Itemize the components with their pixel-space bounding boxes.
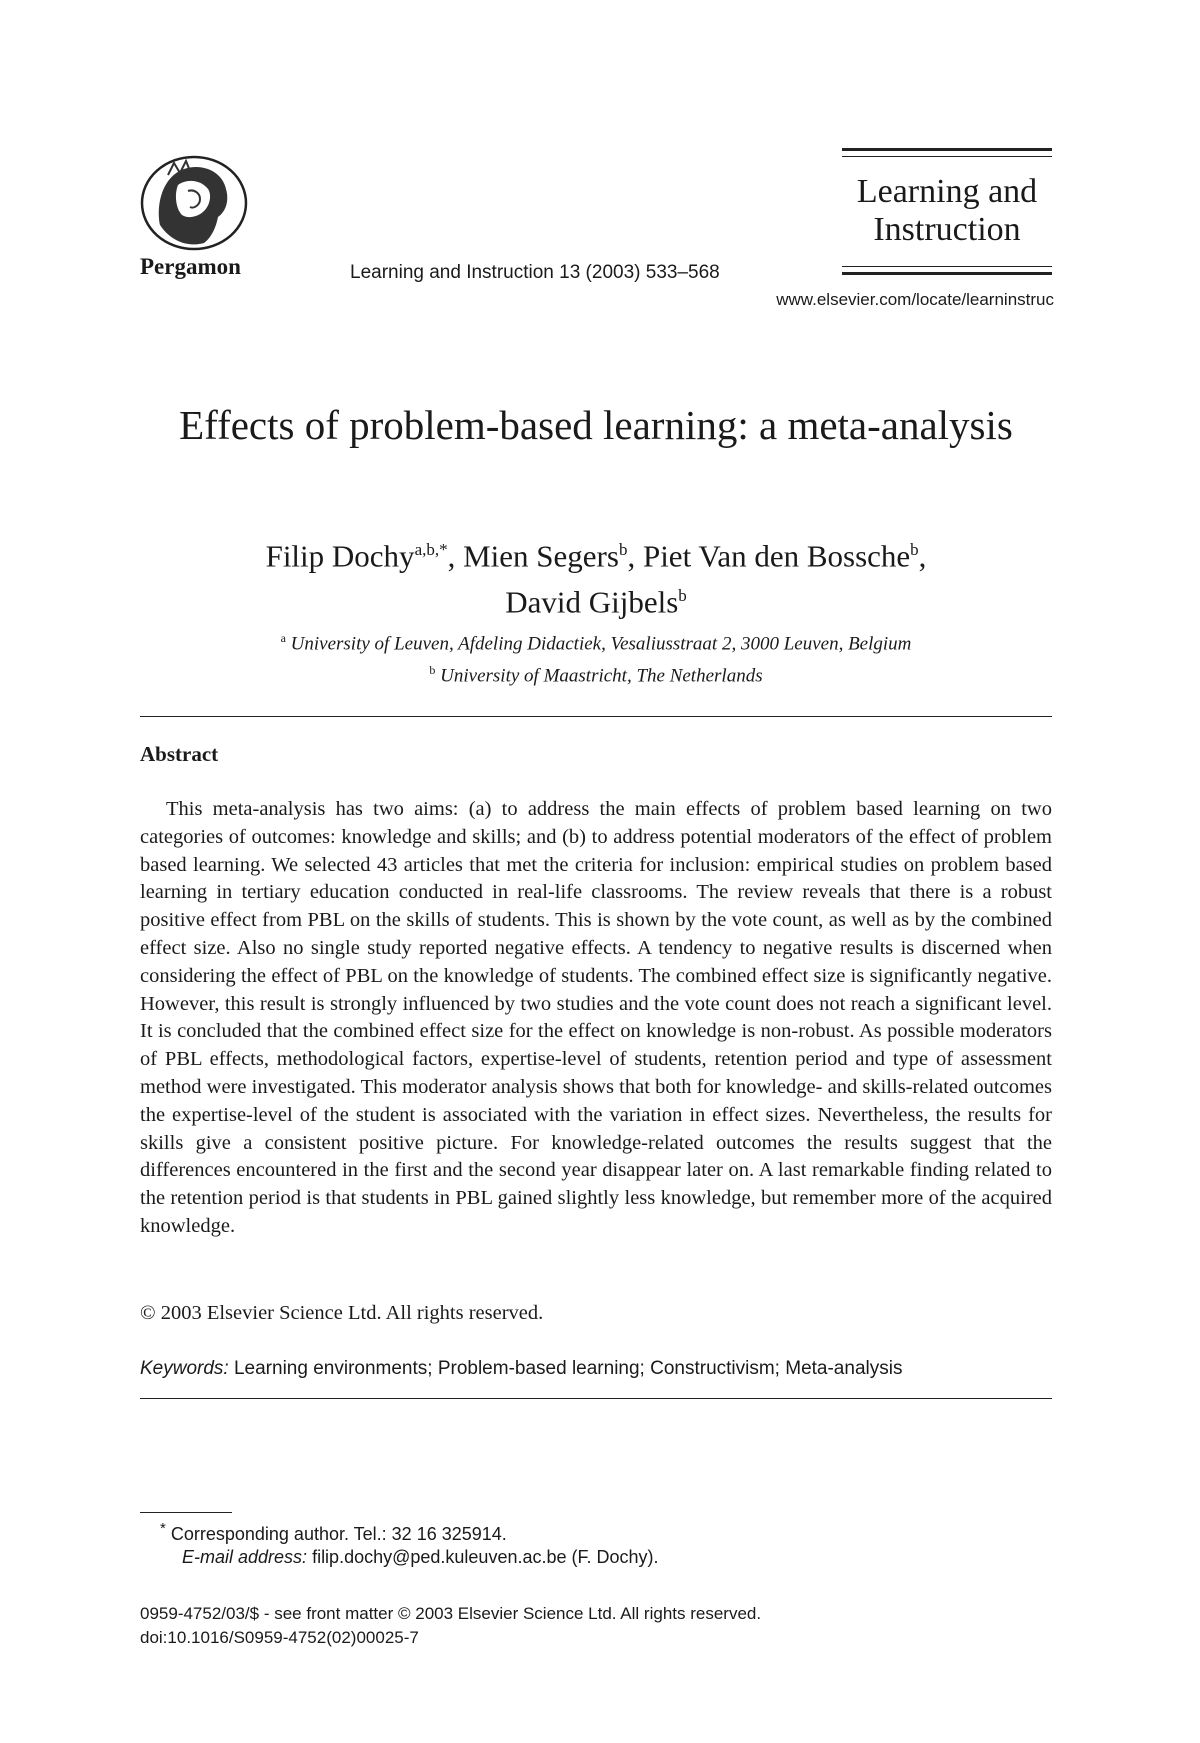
journal-name [842,173,1052,249]
footnote-corresponding-text: Corresponding author. Tel.: 32 16 325914. [170,1524,507,1544]
affiliation-mark: b [429,663,436,678]
affiliation-text: University of Leuven, Afdeling Didactiek, Vesaliusstraat 2, 3000 Leuven, Belgium [290,633,912,655]
author-list [140,530,1052,623]
abstract-rule-top [140,716,1052,717]
journal-name-line1: Learning and [856,173,1038,210]
affiliation-mark: a [280,631,286,645]
author-name: Filip Dochy [265,538,415,574]
issn-line: 0959-4752/03/$ - see front matter © 2003 Elsevier Science Ltd. All rights reserved. [140,1604,762,1623]
keywords-text: Learning environments; Problem-based learning; Constructivism; Meta-analysis [233,1358,903,1379]
publisher-name: Pergamon [140,254,241,279]
affiliation-item [140,625,1052,657]
pergamon-logo-icon [138,155,258,255]
keywords-label: Keywords: [140,1358,229,1379]
abstract-rule-bottom [140,1398,1052,1399]
author-affil-mark: b [678,586,687,606]
keywords [140,1358,902,1380]
journal-name-line2: Instruction [873,211,1021,248]
footnote-mark: * [160,1520,166,1537]
abstract-body: This meta-analysis has two aims: (a) to address the main effects of problem based learning on two categories of outcomes: knowledge and skills; and (b) to address potential moderators of the effect of problem based learning. We selected 43 articles that met the criteria for inclusion: empirical studies on problem based learning in tertiary education conducted in real-life classrooms. The review reveals that there is a robust positive effect from PBL on the skills of students. This is shown by the vote count, as well as by the combined effect size. Also no single study reported negative effects. A tendency to negative results is discerned when considering the effect of PBL on the knowledge of students. The combined effect size is significantly negative. However, this result is strongly influenced by two studies and the vote count does not reach a significant level. It is concluded that the combined effect size for the effect on knowledge is non-robust. As possible moderators of PBL effects, methodological factors, expertise-level of students, retention period and type of assessment method were investigated. This moderator analysis shows that both for knowledge- and skills-related outcomes the expertise-level of the student is associated with the variation in effect sizes. Nevertheless, the results for skills give a consistent positive picture. For knowledge-related outcomes the results suggest that the differences encountered in the first and the second year disappear later on. A last remarkable finding related to the retention period is that students in PBL gained slightly less knowledge, but remember more of the acquired knowledge. [140,798,1052,1237]
author-separator: , [627,538,643,574]
email-address: filip.dochy@ped.kuleuven.ac.be (F. Dochy). [312,1547,659,1567]
author-affil-mark: b [910,540,919,559]
author-affil-mark: b [618,540,628,559]
author-name: Piet Van den Bossche [642,538,911,574]
author-name: Mien Segers [463,538,619,574]
journal-rule-bottom-thick [842,272,1052,275]
author-name: David Gijbels [505,584,679,620]
footnote-email [182,1547,659,1568]
journal-rule-top-thin [842,156,1052,157]
affiliation-item [140,657,1052,689]
author-separator: , [918,538,927,574]
journal-reference: Learning and Instruction 13 (2003) 533–568 [350,262,720,283]
journal-url: www.elsevier.com/locate/learninstruc [776,290,1054,309]
journal-rule-bottom-thin [842,266,1052,267]
doi-line: doi:10.1016/S0959-4752(02)00025-7 [140,1628,419,1647]
article-title: Effects of problem-based learning: a meta-analysis [179,402,1013,448]
author-affil-mark: a,b,* [414,540,448,559]
abstract-copyright: © 2003 Elsevier Science Ltd. All rights reserved. [140,1302,544,1324]
affiliation-text: University of Maastricht, The Netherlands [440,665,763,687]
author-separator: , [447,538,464,574]
footnote-corresponding [160,1520,507,1545]
affiliations [140,625,1052,690]
journal-rule-top-thick [842,148,1052,151]
abstract-heading: Abstract [140,742,219,766]
footnote-rule [140,1512,232,1513]
email-label: E-mail address: [182,1547,308,1567]
